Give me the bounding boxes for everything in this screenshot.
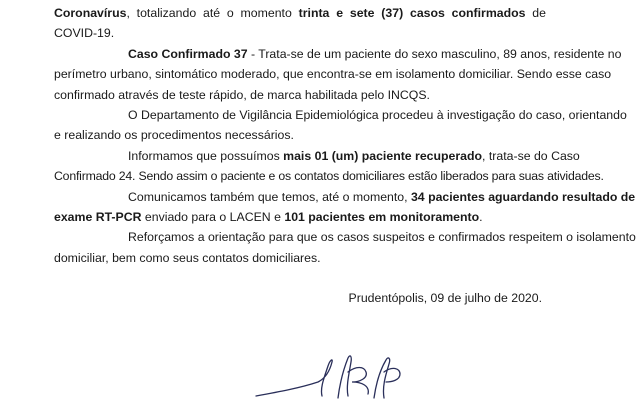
text: de COVID-19. — [54, 6, 546, 41]
paragraph-line: Confirmado 24. Sendo assim o paciente e os contatos domiciliares estão liberados para suas atividades. — [54, 169, 604, 184]
bold-text: trinta e sete (37) casos confirmados — [298, 6, 526, 20]
bold-text: Coronavírus — [54, 6, 127, 20]
bold-text: 34 pacientes aguardando resultado de — [410, 189, 636, 204]
paragraph-intro — [54, 3, 546, 44]
text: , totalizando até o momento — [126, 6, 299, 20]
paragraph-line: domiciliar, bem como seus contatos domiciliares. — [54, 250, 321, 265]
paragraph-line: perímetro urbano, sintomático moderado, que encontra-se em isolamento domiciliar. Sendo esse caso — [54, 67, 612, 82]
bold-text: mais 01 (um) paciente recuperado — [283, 148, 483, 163]
document-body — [54, 0, 636, 268]
text: enviado para o LACEN e — [141, 210, 285, 225]
paragraph-line: confirmado através de teste rápido, de marca habilitada pelo INCQS. — [54, 87, 430, 102]
text: , trata-se do Caso — [482, 148, 580, 163]
paragraph-line: e realizando os procedimentos necessários. — [54, 128, 294, 143]
paragraph-recovered — [54, 146, 580, 166]
bold-text: Caso Confirmado 37 — [128, 46, 248, 61]
paragraph-awaiting — [54, 187, 636, 207]
paragraph-investigation: O Departamento de Vigilância Epidemiológica procedeu à investigação do caso, orientando — [128, 108, 627, 123]
bold-text: 101 pacientes em monitoramento — [284, 210, 480, 225]
text: - Trata-se de um paciente do sexo masculino, 89 anos, residente no — [247, 46, 622, 61]
cut-off-first-line — [54, 0, 546, 2]
paragraph-case-37 — [54, 44, 622, 64]
paragraph-reinforce: Reforçamos a orientação para que os casos suspeitos e confirmados respeitem o isolamento — [128, 230, 636, 245]
bold-text: exame RT-PCR — [54, 210, 142, 225]
text: Informamos que possuímos — [128, 148, 284, 163]
signature-scribble — [248, 352, 408, 400]
paragraph-line — [54, 207, 546, 227]
place-and-date: Prudentópolis, 09 de julho de 2020. — [348, 291, 542, 305]
text: . — [479, 210, 483, 225]
text: Comunicamos também que temos, até o momento, — [128, 189, 411, 204]
